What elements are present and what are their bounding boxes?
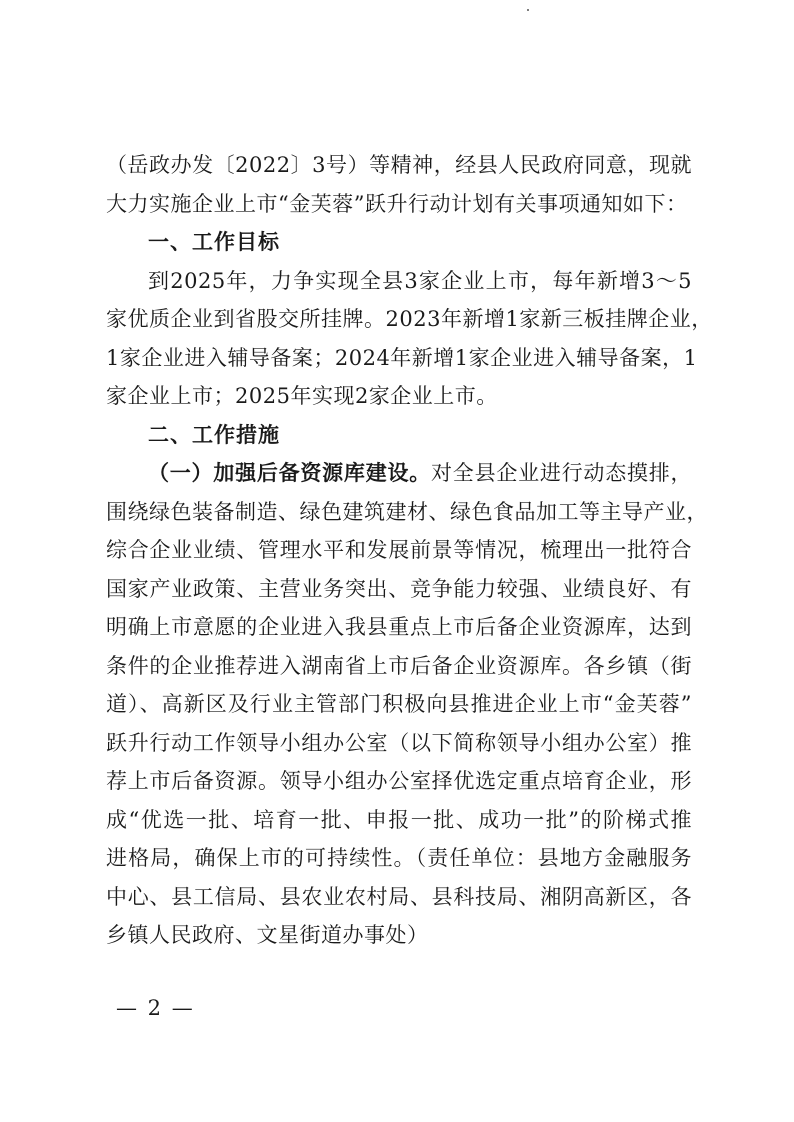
scan-mark — [527, 9, 529, 11]
paragraph-text: 对全县企业进行动态摸排， — [431, 461, 693, 485]
paragraph-line: 围绕绿色装备制造、绿色建筑建材、绿色食品加工等主导产业， — [106, 499, 708, 524]
paragraph-line: 荐上市后备资源。领导小组办公室择优选定重点培育企业，形 — [106, 769, 692, 793]
paragraph-line: 跃升行动工作领导小组办公室（以下简称领导小组办公室）推 — [106, 730, 692, 755]
paragraph-line: 家企业上市；2025年实现2家企业上市。 — [106, 384, 498, 408]
page-number: — 2 — — [116, 996, 195, 1020]
paragraph-line: 大力实施企业上市“金芙蓉”跃升行动计划有关事项通知如下： — [106, 191, 688, 216]
paragraph-line: 成“优选一批、培育一批、申报一批、成功一批”的阶梯式推 — [106, 807, 692, 832]
paragraph-line: 乡镇人民政府、文星街道办事处） — [106, 923, 429, 947]
paragraph-line: 条件的企业推荐进入湖南省上市后备企业资源库。各乡镇（街 — [106, 653, 692, 678]
section-heading-measures: 二、工作措施 — [148, 422, 280, 447]
paragraph-line: 中心、县工信局、县农业农村局、县科技局、湘阴高新区，各 — [106, 884, 692, 909]
paragraph-line: 1家企业进入辅导备案；2024年新增1家企业进入辅导备案，1 — [106, 345, 698, 370]
paragraph-line — [106, 454, 692, 493]
document-body — [106, 146, 713, 955]
paragraph-line: 明确上市意愿的企业进入我县重点上市后备企业资源库，达到 — [106, 615, 692, 639]
paragraph-line: 道）、高新区及行业主管部门积极向县推进企业上市“金芙蓉” — [106, 692, 692, 716]
paragraph-line: 进格局，确保上市的可持续性。（责任单位：县地方金融服务 — [106, 846, 692, 870]
paragraph-line: （岳政办发〔2022〕3号）等精神，经县人民政府同意，现就 — [106, 153, 692, 177]
paragraph-line: 到2025年，力争实现全县3家企业上市，每年新增3～5 — [148, 268, 692, 293]
section-heading-goals: 一、工作目标 — [148, 230, 280, 254]
paragraph-line: 家优质企业到省股交所挂牌。2023年新增1家新三板挂牌企业， — [106, 307, 713, 331]
paragraph-line: 国家产业政策、主营业务突出、竞争能力较强、业绩良好、有 — [106, 576, 692, 601]
subsection-title: （一）加强后备资源库建设。 — [148, 461, 432, 485]
paragraph-line: 综合企业业绩、管理水平和发展前景等情况，梳理出一批符合 — [106, 538, 692, 562]
